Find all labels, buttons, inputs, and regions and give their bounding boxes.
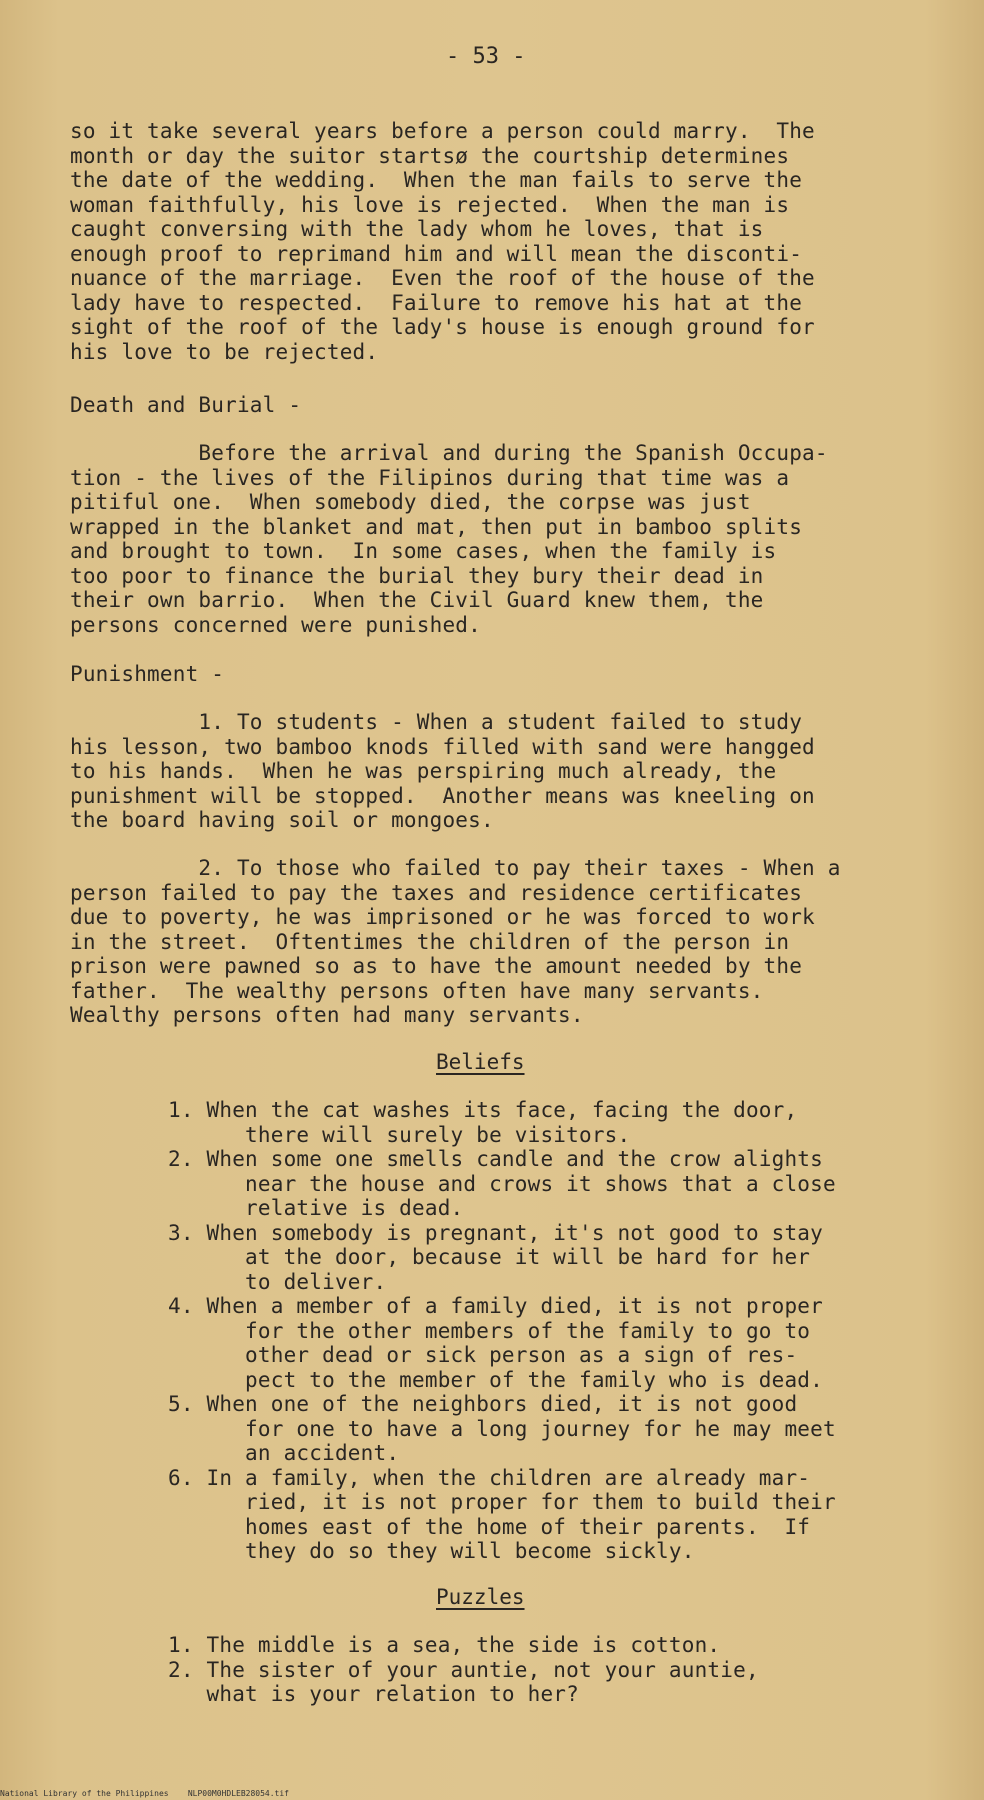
- puzzles-list: 1. The middle is a sea, the side is cotton. 2. The sister of your auntie, not your auntie, what is your relation to her?: [168, 1633, 759, 1706]
- beliefs-list: 1. When the cat washes its face, facing the door, there will surely be visitors. 2. When some one smells candle and the crow alights near the house and crows it shows that a close relative is dead. 3. When somebody is pregnant, it's not good to stay at the door, because it will be hard for her to deliver. 4. When a member of a family died, it is not proper for the other members of the family to go to other dead or sick person as a sign of res- pect to the member of the family who is dead. 5. When one of the neighbors died, it is not good for one to have a long journey for he may meet an accident. 6. In a family, when the children are already mar- ried, it is not proper for them to build their homes east of the home of their parents. If they do so they will become sickly.: [168, 1098, 836, 1563]
- death-burial-paragraph: Before the arrival and during the Spanish Occupa- tion - the lives of the Filipinos during that time was a pitiful one. When somebody died, the corpse was just wrapped in the blanket and mat, then put in bamboo splits and brought to town. In some cases, when the family is too poor to finance the burial they bury their dead in their own barrio. When the Civil Guard knew them, the persons concerned were punished.: [70, 441, 828, 637]
- punishment-heading: Punishment -: [70, 662, 225, 686]
- courtship-paragraph: so it take several years before a person could marry. The month or day the suitor startsø the courtship determines the date of the wedding. When the man fails to serve the woman faithfully, his love is rejected. When the man is caught conversing with the lady whom he loves, that is enough proof to reprimand him and will mean the disconti- nuance of the marriage. Even the roof of the house of the lady have to respected. Failure to remove his hat at the sight of the roof of the lady's house is enough ground for his love to be rejected.: [70, 119, 815, 364]
- archive-footer: National Library of the Philippines NLP00M0HDLEB28054.tif: [0, 1789, 289, 1798]
- death-burial-heading: Death and Burial -: [70, 393, 302, 417]
- puzzles-heading: Puzzles: [436, 1585, 525, 1609]
- punishment-taxes-paragraph: 2. To those who failed to pay their taxes - When a person failed to pay the taxes and residence certificates due to poverty, he was imprisoned or he was forced to work in the street. Oftentimes the children of the person in prison were pawned so as to have the amount needed by the father. The wealthy persons often have many servants. Wealthy persons often had many servants.: [70, 856, 841, 1027]
- punishment-students-paragraph: 1. To students - When a student failed to study his lesson, two bamboo knods filled with sand were hangged to his hands. When he was perspiring much already, the punishment will be stopped. Another means was kneeling on the board having soil or mongoes.: [70, 710, 815, 832]
- page-number: - 53 -: [446, 44, 526, 69]
- beliefs-heading: Beliefs: [436, 1050, 525, 1074]
